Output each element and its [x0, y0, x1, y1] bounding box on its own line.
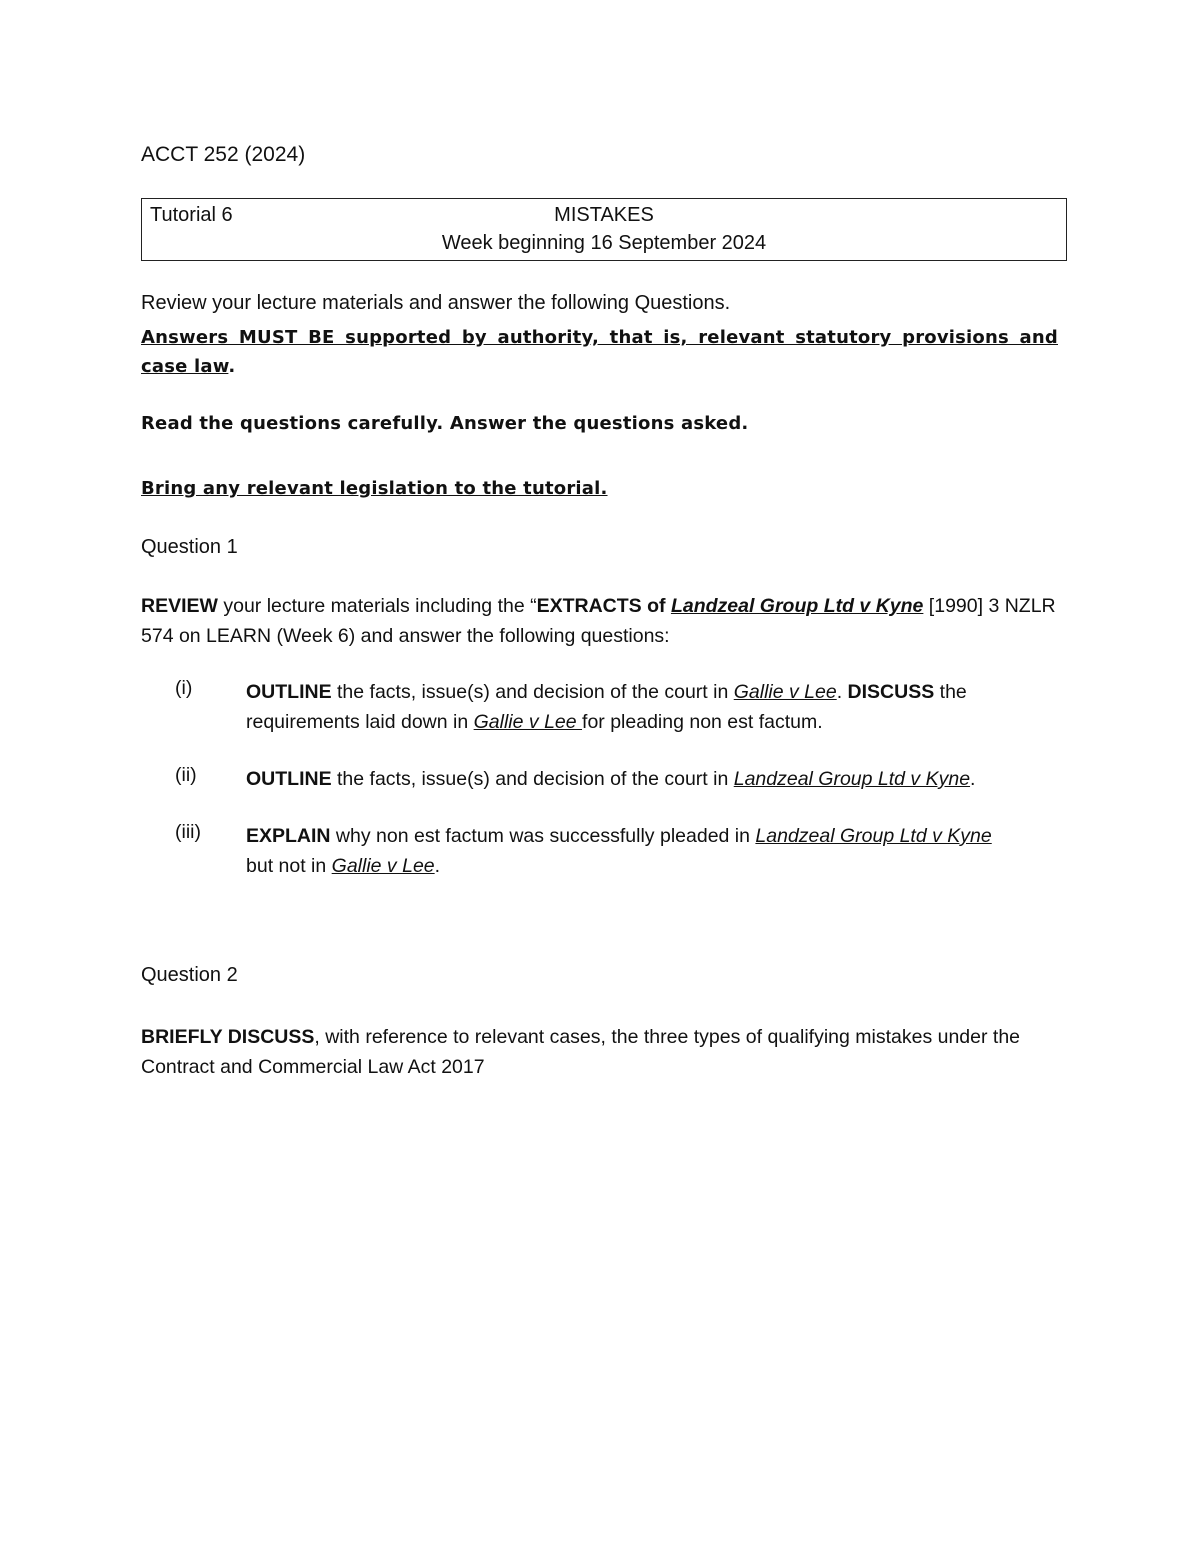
question-1-instructions: REVIEW your lecture materials including the “EXTRACTS of Landzeal Group Ltd v Kyne [1990] 3 NZLR 574 on LEARN (Week 6) and answer the following questions:: [141, 595, 1056, 647]
item-i-number: (i): [175, 677, 193, 699]
review-verb: REVIEW: [141, 595, 218, 617]
course-code: ACCT 252 (2024): [141, 143, 306, 166]
bring-legislation-notice: Bring any relevant legislation to the tutorial.: [141, 478, 608, 499]
read-carefully-notice: Read the questions carefully. Answer the questions asked.: [141, 413, 749, 434]
case-name: Gallie v Lee: [331, 855, 435, 877]
tutorial-header-box: [141, 198, 1067, 261]
tutorial-topic: MISTAKES: [554, 204, 654, 226]
explain-verb: EXPLAIN: [246, 825, 331, 847]
item-ii-number: (ii): [175, 764, 197, 786]
question-2-text: BRIEFLY DISCUSS, with reference to relevant cases, the three types of qualifying mistakes under the Contract and Commercial Law Act 2017: [141, 1026, 1021, 1078]
discuss-verb: DISCUSS: [847, 681, 935, 703]
outline-verb: OUTLINE: [246, 681, 332, 703]
item-i-text: OUTLINE the facts, issue(s) and decision of the court in Gallie v Lee. DISCUSS the requirements laid down in Gallie v Lee for pleading non est factum.: [246, 681, 967, 733]
outline-verb: OUTLINE: [246, 768, 332, 790]
question-1-heading: Question 1: [141, 536, 238, 558]
tutorial-number: Tutorial 6: [150, 204, 233, 226]
tutorial-week: Week beginning 16 September 2024: [441, 232, 767, 254]
item-iii-text: EXPLAIN why non est factum was successfully pleaded in Landzeal Group Ltd v Kyne but not in Gallie v Lee.: [246, 825, 992, 877]
authority-notice: [141, 323, 1058, 381]
case-name: Landzeal Group Ltd v Kyne: [670, 595, 924, 617]
question-2-heading: Question 2: [141, 964, 238, 986]
item-iii-number: (iii): [175, 821, 201, 843]
case-name: Gallie v Lee: [473, 711, 583, 733]
intro-text: Review your lecture materials and answer the following Questions.: [141, 292, 731, 314]
extracts-label: EXTRACTS of: [536, 595, 671, 617]
case-name: Landzeal Group Ltd v Kyne: [755, 825, 992, 847]
case-name: Landzeal Group Ltd v Kyne: [733, 768, 971, 790]
authority-notice-period: .: [228, 356, 236, 377]
authority-notice-text: Answers MUST BE supported by authority, that is, relevant statutory provisions and case law: [141, 327, 1058, 377]
briefly-discuss-verb: BRIEFLY DISCUSS: [141, 1026, 315, 1048]
item-ii-text: OUTLINE the facts, issue(s) and decision of the court in Landzeal Group Ltd v Kyne.: [246, 768, 976, 790]
case-name: Gallie v Lee: [733, 681, 837, 703]
